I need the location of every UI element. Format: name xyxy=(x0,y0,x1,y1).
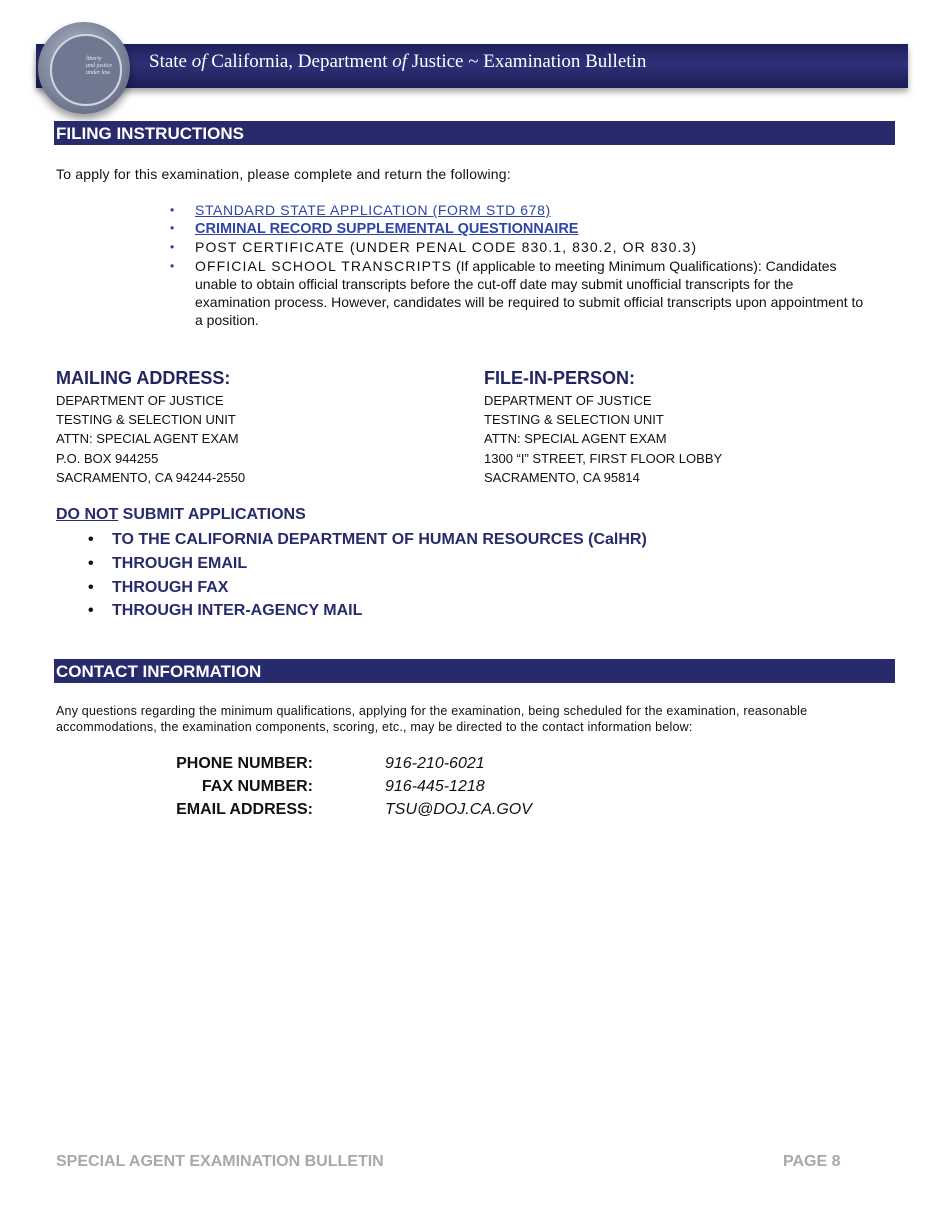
contact-information-heading: CONTACT INFORMATION xyxy=(54,659,895,683)
page-number: PAGE 8 xyxy=(783,1153,841,1170)
list-item: • TO THE CALIFORNIA DEPARTMENT OF HUMAN RESOURCES (CalHR) xyxy=(88,528,647,552)
file-in-person-address: DEPARTMENT OF JUSTICE TESTING & SELECTION UNIT ATTN: SPECIAL AGENT EXAM 1300 “I” STREET, FIRST FLOOR LOBBY SACRAMENTO, CA 95814 xyxy=(484,393,723,485)
filing-intro: To apply for this examination, please complete and return the following: xyxy=(56,166,511,182)
do-not-submit-list xyxy=(88,528,647,623)
file-in-person-heading: FILE-IN-PERSON: xyxy=(484,368,635,388)
mailing-address-heading: MAILING ADDRESS: xyxy=(56,368,231,388)
criminal-record-questionnaire-link[interactable]: CRIMINAL RECORD SUPPLEMENTAL QUESTIONNAIRE xyxy=(195,221,579,238)
mailing-address: DEPARTMENT OF JUSTICE TESTING & SELECTION UNIT ATTN: SPECIAL AGENT EXAM P.O. BOX 944255 SACRAMENTO, CA 94244-2550 xyxy=(56,393,246,485)
list-item: • OFFICIAL SCHOOL TRANSCRIPTS (If applicable to meeting Minimum Qualifications): Candidates unable to obtain official transcripts before the cut-off date may submit unofficial transcripts for the examination process. However, candidates will be required to submit official transcripts upon appointment to a position. xyxy=(170,257,870,330)
filing-items-list xyxy=(170,201,870,329)
list-item xyxy=(170,201,870,219)
std-678-link[interactable]: STANDARD STATE APPLICATION (FORM STD 678) xyxy=(195,202,551,218)
header-title: State of California, Department of Justice ~ Examination Bulletin xyxy=(149,51,647,72)
contact-intro: Any questions regarding the minimum qualifications, applying for the examination, being scheduled for the examination, reasonable accommodations, the examination components, scoring, etc., may be directed to the contact information below: xyxy=(56,704,808,734)
list-item: • POST CERTIFICATE (UNDER PENAL CODE 830.1, 830.2, OR 830.3) xyxy=(170,238,870,256)
do-not-submit-heading: DO NOT SUBMIT APPLICATIONS xyxy=(56,506,306,523)
email-link[interactable]: TSU@DOJ.CA.GOV xyxy=(385,801,532,818)
list-item: • THROUGH FAX xyxy=(88,576,647,600)
footer-title: SPECIAL AGENT EXAMINATION BULLETIN xyxy=(56,1153,384,1170)
list-item: • THROUGH EMAIL xyxy=(88,552,647,576)
list-item xyxy=(170,219,870,238)
filing-instructions-heading: FILING INSTRUCTIONS xyxy=(54,121,895,145)
doj-seal-logo: liberty and justice under law xyxy=(38,22,130,114)
list-item: • THROUGH INTER-AGENCY MAIL xyxy=(88,599,647,623)
